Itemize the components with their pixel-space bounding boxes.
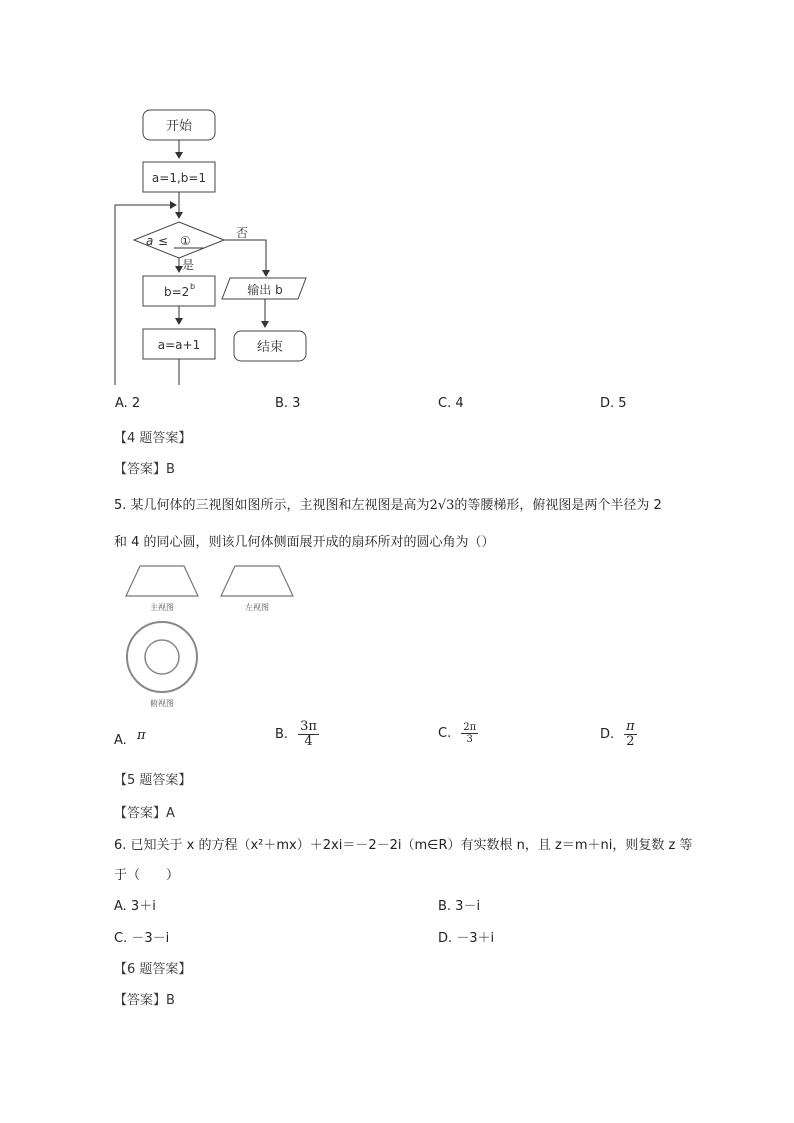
q5-option-d-num: π — [626, 719, 635, 734]
q5-answer-header: 【5 题答案】 — [114, 773, 192, 788]
top-view-outer-circle — [127, 622, 197, 692]
q5-option-b-fraction — [298, 720, 319, 750]
flow-condition-var: a — [146, 234, 154, 248]
flow-no-label: 否 — [236, 226, 249, 240]
flow-condition-blank: ① — [180, 234, 191, 248]
q5-option-c-fraction — [461, 722, 478, 745]
q5-option-c-label: C. — [438, 726, 452, 741]
q5-stem-math: 2√3 — [429, 498, 455, 513]
q5-stem-part1: 5. 某几何体的三视图如图所示，主视图和左视图是高为 — [114, 498, 430, 513]
flow-init-text: a=1,b=1 — [151, 171, 207, 185]
q5-option-c-den: 3 — [466, 734, 473, 745]
q4-option-c: C. 4 — [438, 396, 464, 411]
flow-start-text: 开始 — [165, 119, 193, 134]
q4-option-d: D. 5 — [600, 396, 627, 411]
front-view-trapezoid — [126, 566, 198, 596]
q6-option-b: B. 3－i — [438, 899, 481, 914]
q4-option-b: B. 3 — [275, 396, 301, 411]
q5-option-b-num: 3π — [300, 719, 317, 734]
front-view-label: 主视图 — [150, 603, 174, 612]
q4-answer-header: 【4 题答案】 — [114, 431, 192, 446]
q5-option-d-fraction — [624, 720, 637, 750]
q6-option-a: A. 3＋i — [114, 899, 156, 914]
q5-option-a-label: A. — [114, 733, 127, 748]
q5-option-d-label: D. — [600, 727, 615, 743]
q6-option-c: C. －3－i — [114, 931, 170, 946]
q4-answer: 【答案】B — [114, 462, 175, 477]
q6-option-d: D. －3＋i — [438, 931, 495, 946]
q6-answer: 【答案】B — [114, 993, 175, 1008]
q5-option-b-label: B. — [275, 727, 289, 743]
q5-stem-line1 — [114, 494, 662, 513]
top-view-inner-circle — [145, 640, 179, 674]
flow-condition-sign: ≤ — [158, 234, 169, 248]
three-view-figure — [120, 560, 300, 710]
flow-increment-text: a=a+1 — [157, 338, 201, 352]
top-view-label: 俯视图 — [150, 699, 174, 708]
q6-stem-line2: 于（ ） — [114, 868, 180, 883]
q5-option-c-num: 2π — [463, 722, 477, 733]
flow-assign-b-exp: b — [190, 282, 196, 291]
q5-option-d-den: 2 — [626, 734, 635, 750]
q5-stem-line2: 和 4 的同心圆，则该几何体侧面展开成的扇环所对的圆心角为（） — [114, 535, 495, 550]
q6-answer-header: 【6 题答案】 — [114, 962, 192, 977]
q5-option-b-den: 4 — [304, 734, 313, 750]
q5-option-c — [438, 722, 478, 745]
q5-option-b — [275, 720, 319, 750]
flow-yes-label: 是 — [182, 258, 195, 272]
side-view-label: 左视图 — [245, 603, 269, 612]
side-view-trapezoid — [221, 566, 293, 596]
flow-output-text: 输出 b — [247, 283, 283, 297]
q5-option-a — [114, 728, 146, 748]
q4-option-a: A. 2 — [115, 396, 141, 411]
q5-answer: 【答案】A — [114, 806, 175, 821]
q6-stem-line1: 6. 已知关于 x 的方程（x²＋mx）＋2xi＝－2－2i（m∈R）有实数根 n，且 z＝m＋ni，则复数 z 等 — [114, 838, 693, 853]
flow-assign-b-text: b=2 — [164, 285, 190, 299]
flow-end-text: 结束 — [256, 340, 284, 355]
q5-stem-part2: 的等腰梯形，俯视图是两个半径为 2 — [454, 498, 662, 513]
flowchart — [110, 100, 330, 385]
q5-option-a-value: π — [136, 728, 146, 743]
q5-option-d — [600, 720, 637, 750]
